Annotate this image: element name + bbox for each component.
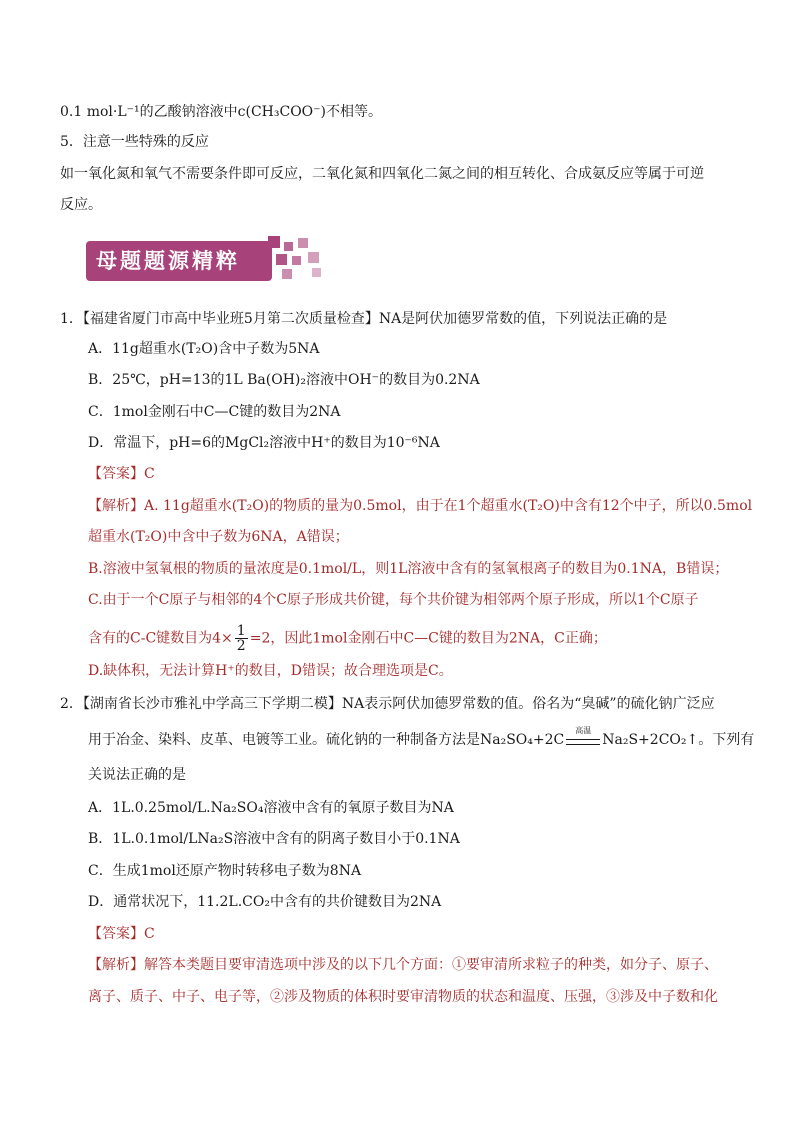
explanation-line: 超重水(T₂O)中含中子数为6NA，A错误； [88, 529, 349, 545]
decor-square [276, 254, 287, 265]
explanation-line: 离子、质子、中子、电子等，②涉及物质的体积时要审清物质的状态和温度、压强，③涉及中子数和化 [88, 989, 718, 1005]
decor-square [292, 256, 301, 265]
paragraph-line: 如一氧化氮和氧气不需要条件即可反应，二氧化氮和四氧化二氮之间的相互转化、合成氨反应等属于可逆 [60, 166, 704, 182]
reaction-arrow [564, 726, 602, 750]
explanation-text: =2，因此1mol金刚石中C—C键的数目为2NA，C正确； [249, 630, 607, 647]
option-c: C．生成1mol还原产物时转移电子数为8NA [88, 863, 362, 879]
explanation-line-with-fraction [88, 624, 607, 653]
section-banner [86, 236, 331, 286]
explanation-text: 含有的C-C键数目为4× [88, 630, 233, 647]
section-heading: 5．注意一些特殊的反应 [60, 134, 209, 150]
paragraph-line: 反应。 [60, 197, 102, 213]
decor-square [298, 238, 308, 248]
banner-title: 母题题源精粹 [96, 249, 240, 273]
option-b: B．25℃，pH=13的1L Ba(OH)₂溶液中OH⁻的数目为0.2NA [88, 372, 480, 388]
decor-square [284, 242, 293, 251]
decor-square [282, 269, 292, 279]
explanation-line: D.缺体积，无法计算H⁺的数目，D错误；故合理选项是C。 [88, 663, 453, 679]
explanation-line: 【解析】A. 11g超重水(T₂O)的物质的量为0.5mol，由于在1个超重水(T₂O)中含有12个中子，所以0.5mol [88, 498, 753, 514]
question-stem: 2．【湖南省长沙市雅礼中学高三下学期二模】NA表示阿伏加德罗常数的值。俗名为“臭碱”的硫化钠广泛应 [60, 696, 715, 712]
stem-text: 用于冶金、染料、皮革、电镀等工业。硫化钠的一种制备方法是Na₂SO₄+2C [88, 732, 565, 748]
reaction-condition: 高温 [575, 726, 592, 735]
answer-label: 【答案】C [88, 926, 155, 942]
option-c: C．1mol金刚石中C—C键的数目为2NA [88, 404, 341, 420]
option-a: A．1L.0.25mol/L.Na₂SO₄溶液中含有的氧原子数目为NA [88, 800, 454, 816]
explanation-line: B.溶液中氢氧根的物质的量浓度是0.1mol/L，则1L溶液中含有的氢氧根离子的数目为0.1NA，B错误； [88, 561, 729, 577]
text-line: 0.1 mol·L⁻¹的乙酸钠溶液中c(CH₃COO⁻)不相等。 [60, 104, 382, 120]
option-d: D．通常状况下，11.2L.CO₂中含有的共价键数目为2NA [88, 894, 442, 910]
option-a: A．11g超重水(T₂O)含中子数为5NA [88, 341, 320, 357]
option-d: D．常温下，pH=6的MgCl₂溶液中H⁺的数目为10⁻⁶NA [88, 435, 440, 451]
decor-square [268, 236, 280, 248]
decor-square [312, 268, 321, 277]
question-stem-line: 关说法正确的是 [88, 767, 186, 783]
option-b: B．1L.0.1mol/LNa₂S溶液中含有的阴离子数目小于0.1NA [88, 831, 460, 847]
fraction [235, 624, 248, 653]
decor-square [308, 252, 319, 263]
fraction-numerator: 1 [236, 623, 246, 639]
explanation-line: 【解析】解答本类题目要审清选项中涉及的以下几个方面：①要审清所求粒子的种类，如分子、原子、 [88, 957, 718, 973]
answer-label: 【答案】C [88, 466, 155, 482]
explanation-line: C.由于一个C原子与相邻的4个C原子形成共价键，每个共价键为相邻两个原子形成，所以1个C原子 [88, 592, 699, 608]
stem-text: Na₂S+2CO₂↑。下列有 [602, 732, 755, 748]
question-stem-line [88, 726, 755, 750]
fraction-denominator: 2 [236, 638, 246, 654]
question-stem: 1．【福建省厦门市高中毕业班5月第二次质量检查】NA是阿伏加德罗常数的值，下列说法正确的是 [60, 311, 668, 327]
double-line-icon [566, 739, 600, 745]
